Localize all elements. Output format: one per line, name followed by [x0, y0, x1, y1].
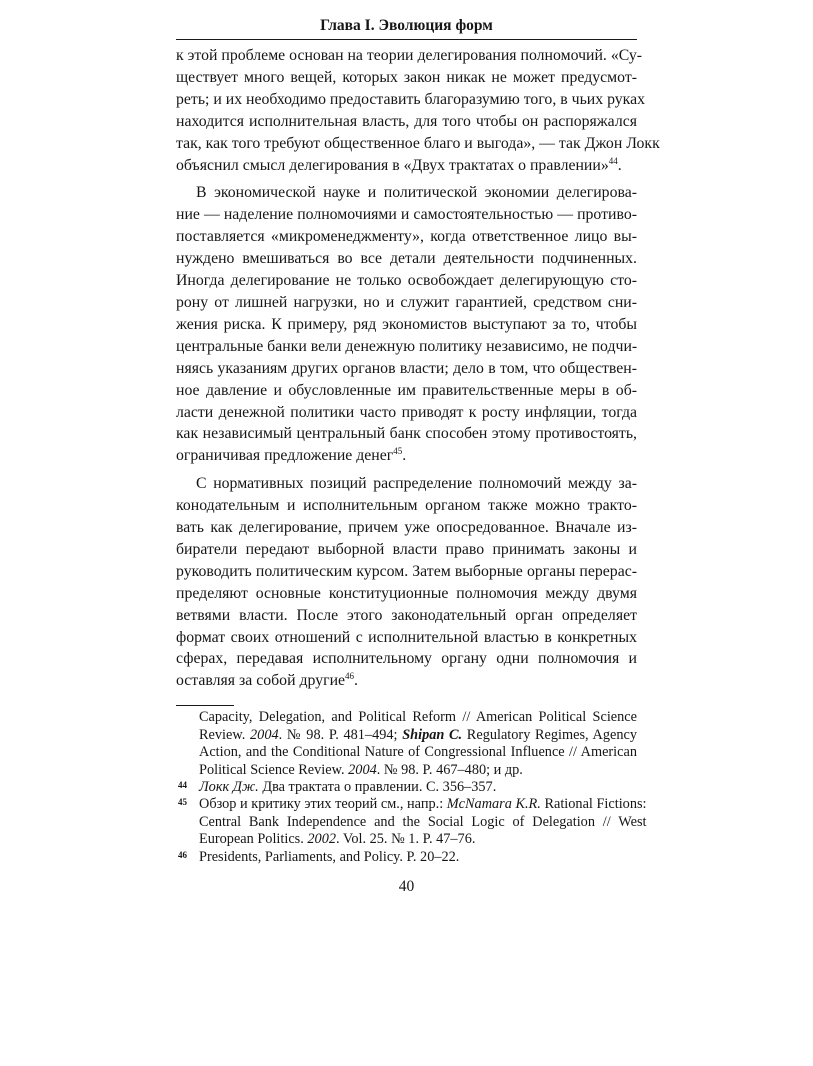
- text-line: ное давление и обусловленные им правительственные меры в об-: [176, 381, 637, 399]
- text-line: жения риска. К примеру, ряд экономистов выступают за то, чтобы: [176, 315, 637, 333]
- footnote-ref-44[interactable]: 44: [608, 155, 618, 166]
- text-fragment: . Vol. 25. № 1. P. 47–76.: [336, 831, 476, 848]
- footnote-line: [199, 727, 637, 744]
- footnote-number: 44: [178, 779, 187, 790]
- paragraph-2: [176, 182, 637, 467]
- text-fragment: Rational Fictions:: [540, 796, 647, 813]
- text-line: ние — наделение полномочиями и самостоятельностью — противо-: [176, 206, 637, 224]
- footnote-ref-45[interactable]: 45: [393, 446, 403, 457]
- text-line: [176, 670, 637, 692]
- text-fragment: .: [617, 156, 622, 174]
- text-line: так, как того требуют общественное благо и выгода», — так Джон Локк: [176, 134, 660, 152]
- text-line: С нормативных позиций распределение полномочий между за-: [196, 475, 637, 493]
- text-fragment: оставляя за собой другие: [176, 672, 346, 690]
- text-fragment: Два трактата о правлении. С. 356–357.: [258, 778, 497, 795]
- page-number: 40: [398, 877, 415, 895]
- footnote-line: [199, 796, 647, 813]
- year: 2004: [250, 726, 279, 743]
- text-line: ветвями власти. После этого законодательный орган определяет: [176, 606, 637, 624]
- author-name: Shipan C.: [402, 726, 463, 743]
- text-line: рону от лишней нагрузки, но и служит гарантией, средством сни-: [176, 293, 637, 311]
- text-line: [176, 445, 637, 467]
- footnote-line: Presidents, Parliaments, and Policy. P. 20–22.: [199, 848, 460, 865]
- text-line: вать как делегирование, причем уже опосредованное. Вначале из-: [176, 519, 637, 537]
- footnote-ref-46[interactable]: 46: [345, 671, 355, 682]
- text-fragment: ограничивая предложение денег: [176, 447, 394, 465]
- text-line: ществует много вещей, которых закон никак не может предусмот-: [176, 68, 637, 86]
- author-name: McNamara K.R.: [446, 796, 541, 813]
- author-name: Локк Дж.: [199, 778, 259, 795]
- text-fragment: Обзор и критику этих теорий см., напр.:: [199, 796, 447, 813]
- running-title: Глава I. Эволюция форм: [320, 17, 493, 34]
- footnote-text: [199, 779, 637, 796]
- text-line: В экономической науке и политической экономии делегирова-: [196, 184, 637, 202]
- footnote-45: [176, 796, 647, 848]
- footnote-line: [199, 762, 637, 779]
- paragraph-1: [176, 45, 660, 176]
- header-rule: [176, 39, 637, 40]
- text-line: руководить политическим курсом. Затем выборные органы перерас-: [176, 562, 637, 580]
- text-fragment: . № 98. P. 481–494;: [278, 726, 403, 743]
- text-fragment: Political Science Review.: [199, 761, 349, 778]
- footnote-line: Central Bank Independence and the Social Logic of Delegation // West: [199, 813, 647, 830]
- text-line: конодательным и исполнительным органом также можно тракто-: [176, 497, 637, 515]
- text-fragment: .: [354, 672, 358, 690]
- text-line: к этой проблеме основан на теории делегирования полномочий. «Су-: [176, 47, 643, 64]
- footnote-46: [176, 849, 637, 866]
- text-line: поставляется «микроменеджменту», когда ответственное лицо вы-: [176, 228, 637, 246]
- text-fragment: .: [402, 447, 407, 465]
- text-line: сферах, передавая исполнительному органу одни полномочия и: [176, 650, 637, 668]
- footnote-text: [199, 796, 647, 848]
- text-line: ласти денежной политики часто приводят к росту инфляции, тогда: [176, 403, 637, 421]
- footnotes: [176, 709, 647, 866]
- text-line: биратели передают выборной власти право принимать законы и: [176, 540, 637, 558]
- paragraph-3: [176, 473, 637, 692]
- footnote-number: 45: [178, 797, 187, 808]
- footnote-continuation: [176, 709, 637, 779]
- text-line: находится исполнительная власть, для того чтобы он распоряжался: [176, 112, 637, 130]
- text-fragment: объяснил смысл делегирования в «Двух трактатах о правлении»: [176, 156, 609, 174]
- footnote-line: Action, and the Conditional Nature of Congressional Influence // American: [199, 744, 637, 761]
- footnote-line: [199, 779, 637, 796]
- year: 2004: [348, 761, 377, 778]
- text-line: Иногда делегирование не только освобождает делегирующую сто-: [176, 272, 637, 290]
- text-fragment: Review.: [199, 726, 251, 743]
- text-fragment: Regulatory Regimes, Agency: [462, 726, 637, 743]
- book-page: [176, 16, 660, 896]
- footnote-line: [199, 831, 647, 848]
- text-line: няясь указаниям других органов власти; дело в том, что обществен-: [176, 359, 637, 377]
- text-fragment: . № 98. P. 467–480; и др.: [376, 761, 523, 778]
- year: 2002: [307, 831, 336, 848]
- text-line: центральные банки вели денежную политику независимо, не подчи-: [176, 337, 638, 355]
- footnote-text: [199, 849, 637, 866]
- text-line: пределяют основные конституционные полномочия между двумя: [176, 584, 637, 602]
- footnote-44: [176, 779, 637, 796]
- text-line: формат своих отношений с исполнительной властью в конкретных: [176, 628, 637, 646]
- footnote-rule: [176, 705, 234, 706]
- text-line: реть; и их необходимо предоставить благоразумию того, в чьих руках: [176, 90, 646, 108]
- footnote-number: 46: [178, 849, 187, 860]
- text-fragment: European Politics.: [199, 831, 308, 848]
- text-line: как независимый центральный банк способен этому противостоять,: [176, 425, 637, 443]
- text-line: нуждено вмешиваться во все детали деятельности подчиненных.: [176, 250, 637, 268]
- footnote-line: Capacity, Delegation, and Political Reform // American Political Science: [199, 709, 637, 726]
- text-line: [176, 155, 637, 177]
- main-text: [176, 45, 660, 692]
